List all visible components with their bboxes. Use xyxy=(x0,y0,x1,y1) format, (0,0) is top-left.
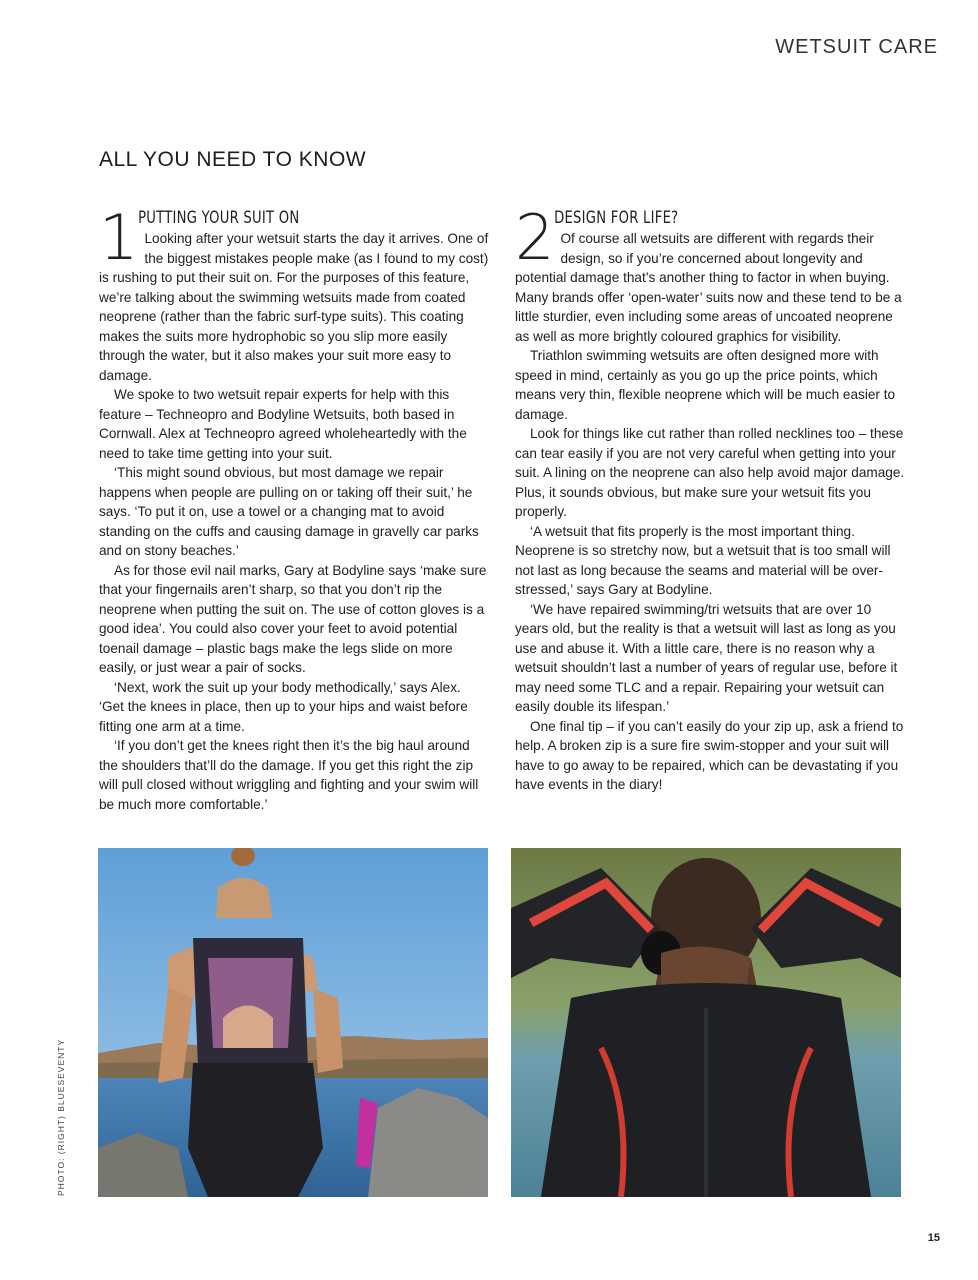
section-number: 2 xyxy=(515,201,555,274)
paragraph: ‘Next, work the suit up your body methodically,’ says Alex. ‘Get the knees in place, then up to your hips and waist before fitting one arm at a time. xyxy=(99,679,468,734)
paragraph: Of course all wetsuits are different with regards their design, so if you’re concerned about longevity and potential damage that’s another thing to factor in when buying. Many brands offer ‘open-water’ suits now and these tend to be a little sturdier, even including some areas of uncoated neoprene as well as more brightly coloured graphics for visibility. xyxy=(515,231,902,344)
page-title: ALL YOU NEED TO KNOW xyxy=(99,148,367,171)
photo-credit: PHOTO: (RIGHT) BLUESEVENTY xyxy=(56,1038,66,1196)
paragraph: Look for things like cut rather than rolled necklines too – these can tear easily if you are not very careful when getting into your suit. A lining on the neoprene can also help avoid major damage. Plus, it sounds obvious, but make sure your wetsuit fits you properly. xyxy=(515,426,905,519)
section-2 xyxy=(515,201,905,795)
paragraph: ‘We have repaired swimming/tri wetsuits that are over 10 years old, but the reality is that a wetsuit will last as long as you use and abuse it. With a little care, there is no reason why a wetsuit shouldn’t last a number of years of regular use, before it may need some TLC and a repair. Repairing your wetsuit can easily double its lifespan.’ xyxy=(515,601,898,714)
paragraph: Looking after your wetsuit starts the day it arrives. One of the biggest mistakes people make (as I found to my cost) is rushing to put their suit on. For the purposes of this feature, we’re talking about the swimming wetsuits made from coated neoprene (rather than the fabric surf-type suits). This coating makes the suits more hydrophobic so you slip more easily through the water, but it also makes your suit more easy to damage. xyxy=(99,231,489,383)
section-1 xyxy=(99,201,489,814)
section-title: DESIGN FOR LIFE? xyxy=(554,208,679,228)
paragraph: We spoke to two wetsuit repair experts for help with this feature – Techneopro and Bodyline Wetsuits, both based in Cornwall. Alex at Techneopro agreed wholeheartedly with the need to take time getting into your suit. xyxy=(99,387,467,461)
paragraph: ‘If you don’t get the knees right then it’s the big haul around the shoulders that’ll do the damage. If you get this right the zip will pull closed without wriggling and fighting and your swim will be much more comfortable.’ xyxy=(99,738,479,812)
page-number: 15 xyxy=(927,1232,940,1244)
paragraph: One final tip – if you can’t easily do your zip up, ask a friend to help. A broken zip is a sure fire swim-stopper and your suit will have to go away to be repaired, which can be devastating if you have events in the diary! xyxy=(515,718,904,792)
section-number: 1 xyxy=(99,201,139,274)
paragraph: ‘This might sound obvious, but most damage we repair happens when people are pulling on or taking off their suit,’ he says. ‘To put it on, use a towel or a changing mat to avoid standing on the cuffs and causing damage in gravelly car parks and on stony beaches.’ xyxy=(99,465,479,558)
paragraph: Triathlon swimming wetsuits are often designed more with speed in mind, certainly as you go up the price points, which means very thin, flexible neoprene which will be much easier to damage. xyxy=(515,348,896,422)
section-title: PUTTING YOUR SUIT ON xyxy=(138,208,300,228)
paragraph: ‘A wetsuit that fits properly is the most important thing. Neoprene is so stretchy now, but a wetsuit that is too small will not last as long because the seams and material will be over-stressed,’ says Gary at Bodyline. xyxy=(515,523,891,597)
paragraph: As for those evil nail marks, Gary at Bodyline says ‘make sure that your fingernails aren’t sharp, so that you don’t rip the neoprene when putting the suit on. The use of cotton gloves is a good idea’. You could also cover your feet to avoid potential toenail damage – plastic bags make the legs slide on more easily, or just wear a pair of socks. xyxy=(99,562,487,675)
photo-wetsuit-back xyxy=(511,848,901,1197)
section-label: WETSUIT CARE xyxy=(775,36,938,58)
photo-swimmer-lake xyxy=(98,848,488,1197)
